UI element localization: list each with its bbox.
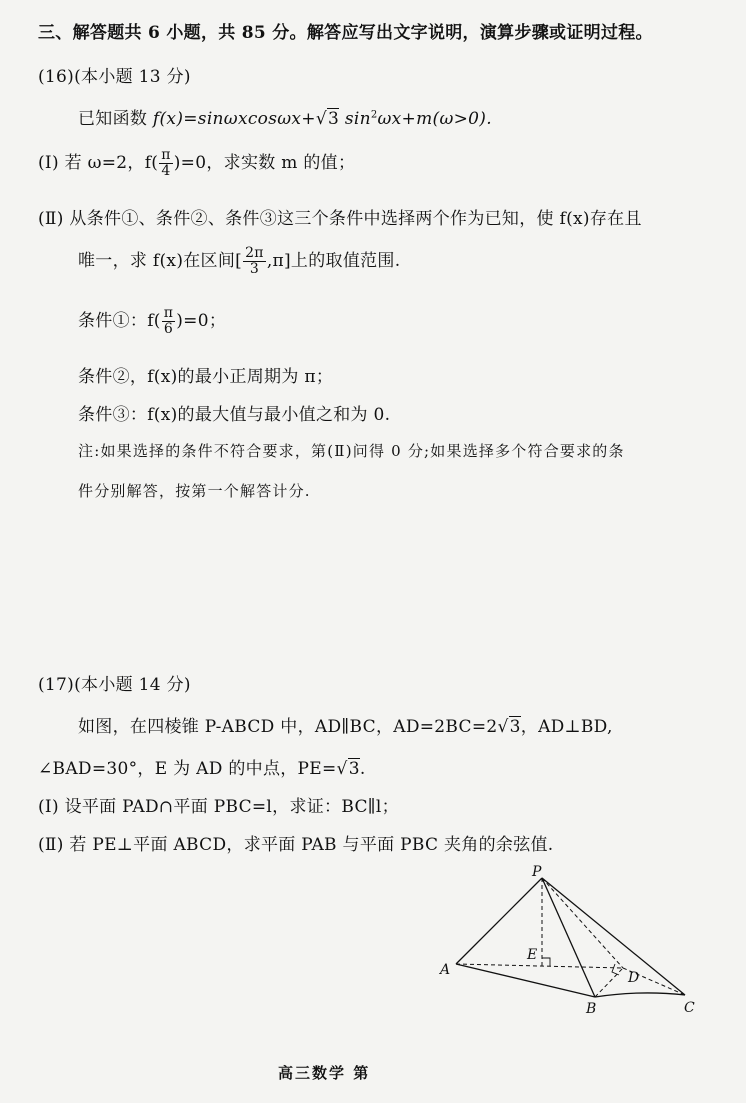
q16-stem-sqrt: 3 — [327, 109, 340, 129]
edge-BD — [595, 968, 623, 997]
q16-part2-b: ,π]上的取值范围. — [266, 251, 401, 271]
q16-stem-rest: ωx+m(ω>0). — [377, 109, 492, 129]
edge-BC — [595, 993, 685, 997]
q16-condition2: 条件②，f(x)的最小正周期为 π； — [78, 367, 334, 387]
label-P: P — [532, 864, 542, 880]
q16-part1-a: (Ⅰ) 若 ω=2，f( — [38, 153, 159, 173]
edge-PC — [542, 878, 685, 995]
right-angle-D — [612, 964, 619, 975]
q16-part2-a: 唯一，求 f(x)在区间[ — [78, 251, 243, 271]
q17-part2: (Ⅱ) 若 PE⊥平面 ABCD，求平面 PAB 与平面 PBC 夹角的余弦值. — [38, 835, 554, 855]
label-B: B — [586, 1001, 597, 1017]
q16-stem-prefix: 已知函数 — [78, 109, 153, 129]
label-D: D — [628, 970, 640, 986]
section-header: 三、解答题共 6 小题，共 85 分。解答应写出文字说明，演算步骤或证明过程。 — [38, 23, 653, 43]
q16-part1-fraction — [159, 148, 173, 179]
q16-cond1-fraction — [162, 306, 176, 337]
q16-part1-num: π — [161, 147, 171, 163]
q17-stem-line2: ∠BAD=30°，E 为 AD 的中点，PE=√3. — [38, 759, 366, 779]
q16-cond1-den: 6 — [163, 321, 174, 337]
q17-stem2-sqrt: 3 — [348, 759, 360, 779]
q16-part1 — [38, 148, 355, 179]
q16-cond1-num: π — [163, 305, 174, 321]
q16-part2-den: 3 — [249, 261, 260, 277]
edge-PD — [542, 878, 623, 968]
q16-part2-line1: (Ⅱ) 从条件①、条件②、条件③这三个条件中选择两个作为已知，使 f(x)存在且 — [38, 209, 642, 229]
right-angle-E — [542, 958, 550, 966]
q17-stem1-sqrt: 3 — [509, 717, 521, 737]
q16-part2-fraction — [243, 246, 266, 277]
edge-AD — [456, 964, 623, 968]
q16-part1-b: )=0，求实数 m 的值； — [173, 153, 356, 173]
q16-part2-num: 2π — [245, 245, 264, 261]
q16-condition1 — [78, 306, 226, 337]
q16-note-line2: 件分别解答，按第一个解答计分. — [78, 482, 311, 500]
q17-stem1-a: 如图，在四棱锥 P-ABCD 中，AD∥BC，AD=2BC=2 — [78, 717, 498, 737]
label-C: C — [684, 1000, 695, 1016]
q17-stem2-a: ∠BAD=30°，E 为 AD 的中点，PE= — [38, 759, 337, 779]
q16-cond1-b: )=0； — [176, 311, 227, 331]
q17-heading: (17)(本小题 14 分) — [38, 675, 191, 695]
q16-condition3: 条件③：f(x)的最大值与最小值之和为 0. — [78, 405, 391, 425]
q16-heading: (16)(本小题 13 分) — [38, 67, 191, 87]
q16-part2-line2 — [78, 246, 400, 277]
q16-stem-sin: sin — [344, 109, 371, 129]
pyramid-figure — [420, 860, 720, 1020]
q16-cond1-a: 条件①：f( — [78, 311, 161, 331]
q17-stem2-b: . — [359, 759, 366, 779]
q16-stem-func: f(x)=sinωxcosωx+ — [152, 109, 316, 129]
q17-part1: (Ⅰ) 设平面 PAD∩平面 PBC=l，求证：BC∥l； — [38, 797, 399, 817]
edge-AB — [456, 964, 595, 997]
q16-stem: 已知函数 f(x)=sinωxcosωx+√3 $\sin^2\omega x+m(\omega>0)$. — [78, 109, 492, 129]
page-footer: 高三数学 第 — [278, 1064, 371, 1082]
q17-stem-line1: 如图，在四棱锥 P-ABCD 中，AD∥BC，AD=2BC=2√3，AD⊥BD, — [78, 717, 613, 737]
q16-stem-sup: 2 — [370, 109, 378, 121]
q16-part1-den: 4 — [161, 163, 171, 179]
q17-stem1-b: ，AD⊥BD, — [520, 717, 613, 737]
q16-note-line1: 注:如果选择的条件不符合要求，第(Ⅱ)问得 0 分;如果选择多个符合要求的条 — [78, 442, 625, 460]
label-A: A — [440, 962, 451, 978]
edge-PB — [542, 878, 595, 997]
label-E: E — [527, 947, 538, 963]
